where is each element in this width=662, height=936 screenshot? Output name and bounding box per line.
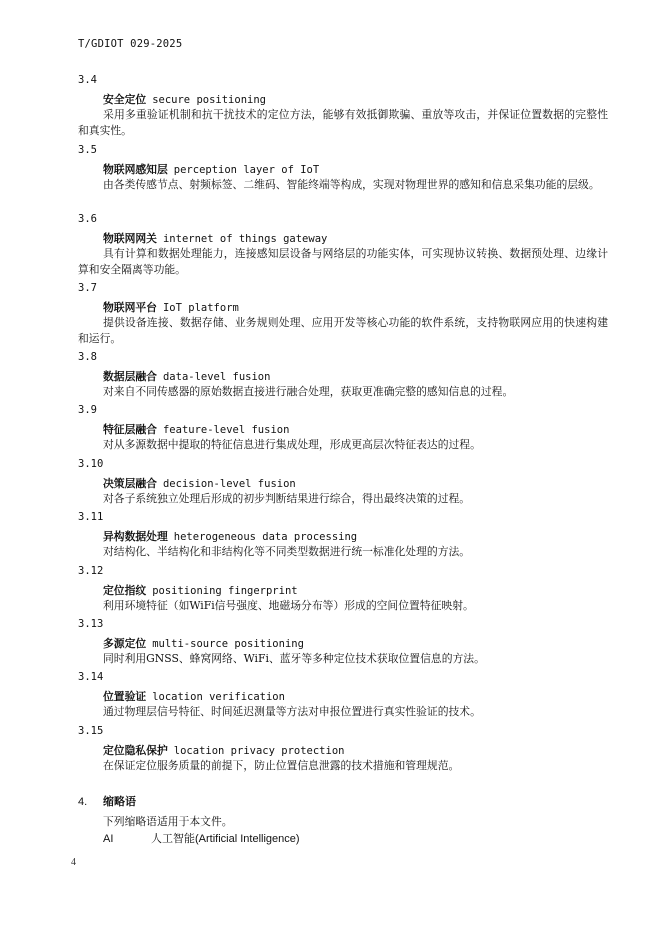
term-number: 3.13 [78,618,104,630]
term-chinese: 物联网网关 [103,232,157,245]
term-title [103,370,608,384]
term-number: 3.10 [78,458,104,470]
term-entry [78,143,608,193]
term-title [103,637,608,651]
term-definition: 提供设备连接、数据存储、业务规则处理、应用开发等核心功能的软件系统，支持物联网应用的快速构建和运行。 [78,316,608,345]
term-number: 3.5 [78,144,97,156]
term-definition: 利用环境特征（如WiFi信号强度、地磁场分布等）形成的空间位置特征映射。 [103,599,474,612]
term-entry [78,617,608,667]
term-definition: 由各类传感节点、射频标签、二维码、智能终端等构成，实现对物理世界的感知和信息采集功能的层级。 [103,178,600,191]
abbreviation-row [103,830,300,846]
term-definition: 通过物理层信号特征、时间延迟测量等方法对申报位置进行真实性验证的技术。 [103,705,481,718]
term-english: secure positioning [152,94,266,106]
term-number: 3.4 [78,74,97,86]
term-chinese: 多源定位 [103,637,147,650]
term-title [103,584,608,598]
term-number: 3.8 [78,351,97,363]
term-english: location privacy protection [173,745,345,757]
section-intro: 下列缩略语适用于本文件。 [103,815,233,828]
term-chinese: 特征层融合 [103,423,157,436]
term-english: positioning fingerprint [152,585,298,597]
term-entry [78,724,608,774]
term-chinese: 决策层融合 [103,477,157,490]
page-number: 4 [71,857,76,868]
term-definition: 采用多重验证机制和抗干扰技术的定位方法，能够有效抵御欺骗、重放等攻击，并保证位置数据的完整性和真实性。 [78,108,608,137]
term-english: data-level fusion [162,371,271,383]
abbreviation-key: AI [103,833,114,845]
term-english: feature-level fusion [162,424,290,436]
term-title [103,232,608,246]
term-number: 3.11 [78,511,104,523]
term-definition: 对结构化、半结构化和非结构化等不同类型数据进行统一标准化处理的方法。 [103,545,471,558]
term-definition: 在保证定位服务质量的前提下，防止位置信息泄露的技术措施和管理规范。 [103,759,460,772]
term-english: perception layer of IoT [173,164,320,176]
term-number: 3.14 [78,671,104,683]
term-title [103,163,608,177]
term-number: 3.6 [78,213,97,225]
document-header: T/GDIOT 029-2025 [78,38,183,50]
term-definition: 对来自不同传感器的原始数据直接进行融合处理，获取更准确完整的感知信息的过程。 [103,385,514,398]
term-number: 3.12 [78,565,104,577]
term-definition: 同时利用GNSS、蜂窝网络、WiFi、蓝牙等多种定位技术获取位置信息的方法。 [103,652,485,665]
term-chinese: 异构数据处理 [103,530,168,543]
section-heading [78,793,136,809]
term-entry [78,457,608,507]
term-title [103,530,608,544]
term-title [103,423,608,437]
term-definition: 对从多源数据中提取的特征信息进行集成处理，形成更高层次特征表达的过程。 [103,438,481,451]
term-entry [78,350,608,400]
term-chinese: 定位隐私保护 [103,744,168,757]
term-chinese: 定位指纹 [103,584,147,597]
term-entry [78,403,608,453]
term-number: 3.9 [78,404,97,416]
term-definition: 具有计算和数据处理能力，连接感知层设备与网络层的功能实体，可实现协议转换、数据预处理、边缘计算和安全隔离等功能。 [78,247,608,276]
term-chinese: 数据层融合 [103,370,157,383]
section-number: 4. [78,796,88,808]
term-title [103,301,608,315]
term-chinese: 物联网感知层 [103,163,168,176]
term-number: 3.15 [78,725,104,737]
term-english: multi-source positioning [152,638,304,650]
term-title [103,93,608,107]
term-definition: 对各子系统独立处理后形成的初步判断结果进行综合，得出最终决策的过程。 [103,492,471,505]
term-number: 3.7 [78,282,97,294]
term-english: internet of things gateway [162,233,328,245]
term-chinese: 位置验证 [103,690,147,703]
term-english: IoT platform [162,302,239,314]
term-entry [78,212,608,278]
abbreviation-value: 人工智能(Artificial Intelligence) [151,833,300,845]
term-chinese: 物联网平台 [103,301,157,314]
term-chinese: 安全定位 [103,93,147,106]
section-title: 缩略语 [103,795,136,808]
term-entry [78,281,608,347]
term-english: heterogeneous data processing [173,531,358,543]
term-title [103,690,608,704]
term-entry [78,564,608,614]
term-title [103,744,608,758]
term-entry [78,670,608,720]
term-title [103,477,608,491]
term-english: location verification [152,691,285,703]
term-english: decision-level fusion [162,478,296,490]
term-entry [78,510,608,560]
term-entry [78,73,608,139]
